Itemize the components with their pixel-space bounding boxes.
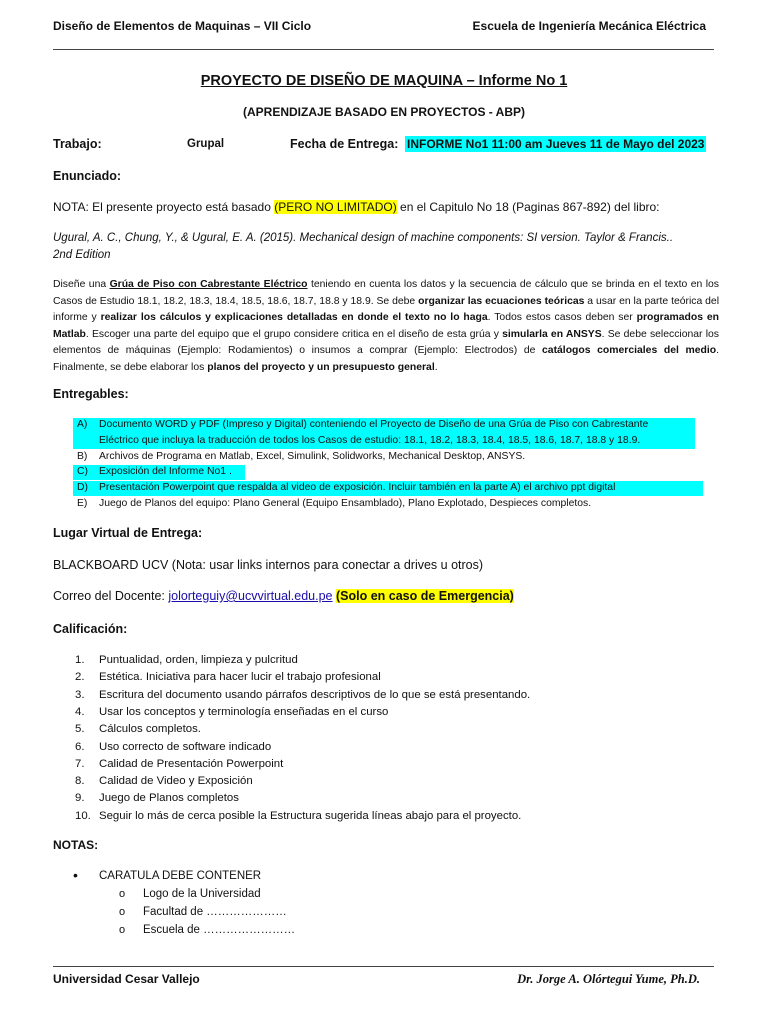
entregable-c	[77, 465, 232, 479]
calificacion-number: 9.	[75, 792, 85, 805]
calificacion-item	[75, 773, 253, 790]
calificacion-text: Uso correcto de software indicado	[99, 740, 272, 753]
calificacion-item	[75, 756, 283, 773]
caratula-title: CARATULA DEBE CONTENER	[99, 870, 262, 882]
caratula-item: Escuela de ……………………	[143, 924, 296, 936]
calificacion-number: 7.	[75, 757, 85, 770]
entregable-e	[77, 497, 591, 511]
calificacion-text: Estética. Iniciativa para hacer lucir el trabajo profesional	[99, 671, 381, 684]
trabajo-label: Trabajo:	[53, 137, 102, 151]
calificacion-text: Escritura del documento usando párrafos descriptivos de lo que se está presentando.	[99, 688, 531, 701]
entregable-d	[77, 481, 615, 495]
desc-emphasis: programados en Matlab	[53, 312, 719, 340]
calificacion-text: Seguir lo más de cerca posible la Estructura sugerida líneas abajo para el proyecto.	[99, 809, 522, 822]
calificacion-number: 2.	[75, 671, 85, 684]
trabajo-value: Grupal	[187, 138, 225, 150]
desc-text: teniendo en cuenta los datos y la secuencia de cálculo que se brinda en el texto en los Casos de Estudio 18.1, 18.2, 18.3, 18.4, 18.5, 18.6, 18.7, 18.8 y 18.9. Se debe	[53, 279, 719, 307]
calificacion-heading: Calificación:	[53, 622, 128, 636]
calificacion-item	[75, 808, 521, 825]
calificacion-text: Usar los conceptos y terminología enseñadas en el curso	[99, 705, 389, 718]
entregable-text: Archivos de Programa en Matlab, Excel, Simulink, Solidworks, Mechanical Desktop, ANSYS.	[99, 451, 526, 462]
nota-highlight: (PERO NO LIMITADO)	[274, 200, 397, 214]
calificacion-item	[75, 687, 530, 704]
desc-text: .	[434, 361, 438, 373]
notas-heading: NOTAS:	[53, 838, 99, 852]
caratula-item: Facultad de …………………	[143, 906, 287, 918]
bullet-icon: •	[73, 867, 78, 883]
correo-note: (Solo en caso de Emergencia)	[336, 589, 514, 603]
calificacion-item	[75, 652, 298, 669]
entregable-label: B)	[77, 451, 88, 462]
header-divider	[53, 49, 714, 50]
correo-line	[53, 589, 514, 603]
calificacion-item	[75, 721, 201, 738]
desc-text: . Todos estos casos deben ser	[487, 312, 637, 323]
desc-equipment: Grúa de Piso con Cabrestante Eléctrico	[109, 279, 308, 290]
page-subtitle: (APRENDIZAJE BASADO EN PROYECTOS - ABP)	[242, 105, 526, 119]
caratula-item: Logo de la Universidad	[143, 888, 261, 900]
blackboard-line: BLACKBOARD UCV (Nota: usar links internos para conectar a drives u otros)	[53, 558, 484, 572]
nota-prefix: NOTA: El presente proyecto está basado	[53, 200, 275, 214]
reference-line-2: 2nd Edition	[53, 249, 111, 261]
entregable-text: Documento WORD y PDF (Impreso y Digital) conteniendo el Proyecto de Diseño de una Grúa de Piso con Cabrestante	[99, 419, 649, 430]
enunciado-heading: Enunciado:	[53, 169, 122, 183]
entregable-label: C)	[77, 466, 88, 477]
calificacion-number: 5.	[75, 723, 85, 736]
calificacion-item	[75, 704, 388, 721]
calificacion-number: 8.	[75, 775, 85, 788]
entregable-label: D)	[77, 482, 88, 493]
circle-bullet-icon: o	[119, 924, 126, 936]
desc-emphasis: planos del proyecto y un presupuesto general	[207, 361, 435, 373]
page-title: PROYECTO DE DISEÑO DE MAQUINA – Informe No 1	[200, 73, 568, 89]
desc-text: . Escoger una parte del equipo que el grupo considere critica en el diseño de esta grúa y	[85, 328, 503, 340]
desc-emphasis: simularla en ANSYS	[502, 328, 602, 340]
calificacion-number: 4.	[75, 705, 85, 718]
project-description	[53, 277, 719, 376]
desc-text: Diseñe una	[53, 279, 110, 290]
correo-label: Correo del Docente:	[53, 589, 169, 603]
calificacion-item	[75, 669, 381, 686]
entregable-a-line2: Eléctrico que incluya la traducción de todos los Casos de estudio: 18.1, 18.2, 18.3, 18.4, 18.5, 18.6, 18.7, 18.8 y 18.9.	[99, 435, 641, 446]
footer-university: Universidad Cesar Vallejo	[53, 972, 200, 986]
calificacion-text: Calidad de Video y Exposición	[99, 775, 253, 788]
footer-author: Dr. Jorge A. Olórtegui Yume, Ph.D.	[517, 972, 700, 986]
desc-text: . Finalmente, se debe elaborar los	[53, 345, 719, 373]
footer-divider	[53, 966, 714, 967]
calificacion-item	[75, 739, 271, 756]
entregable-text: Presentación Powerpoint que respalda al video de exposición. Incluir también en la parte A) el archivo ppt digital	[99, 482, 616, 493]
entregable-text: Exposición del Informe No1 .	[99, 466, 232, 477]
nota-suffix: en el Capitulo No 18 (Paginas 867-892) del libro:	[396, 200, 660, 214]
circle-bullet-icon: o	[119, 906, 126, 918]
calificacion-number: 3.	[75, 688, 85, 701]
calificacion-item	[75, 790, 239, 807]
header-school: Escuela de Ingeniería Mecánica Eléctrica	[472, 19, 706, 33]
entregable-label: E)	[77, 498, 88, 509]
desc-text: a usar en la parte teórica del informe y	[53, 295, 720, 323]
entregable-a	[77, 418, 648, 432]
entregable-b	[77, 450, 525, 464]
calificacion-number: 10.	[75, 809, 91, 822]
email-link[interactable]: jolorteguiy@ucvvirtual.edu.pe	[168, 589, 333, 603]
calificacion-text: Puntualidad, orden, limpieza y pulcritud	[99, 654, 298, 666]
calificacion-number: 1.	[75, 654, 85, 666]
desc-emphasis: organizar las ecuaciones teóricas	[418, 295, 585, 307]
entregables-heading: Entregables:	[53, 387, 129, 401]
lugar-heading: Lugar Virtual de Entrega:	[53, 526, 203, 540]
calificacion-number: 6.	[75, 740, 85, 753]
header-course: Diseño de Elementos de Maquinas – VII Ciclo	[53, 19, 312, 33]
desc-text: . Se debe seleccionar los elementos de máquinas (Ejemplo: Rodamientos) o insumos a comprar (Ejemplo: Electrodos) de	[53, 328, 719, 356]
desc-emphasis: realizar los cálculos y explicaciones detalladas en donde el texto no lo haga	[100, 312, 488, 323]
desc-emphasis: catálogos comerciales del medio	[542, 345, 717, 356]
circle-bullet-icon: o	[119, 888, 126, 900]
entregable-label: A)	[77, 419, 88, 430]
fecha-value: INFORME No1 11:00 am Jueves 11 de Mayo del 2023	[407, 137, 705, 151]
reference-line-1: Ugural, A. C., Chung, Y., & Ugural, E. A. (2015). Mechanical design of machine components: SI version. Taylor & Francis..	[53, 232, 674, 244]
entregable-text: Juego de Planos del equipo: Plano General (Equipo Ensamblado), Plano Explotado, Despieces completos.	[99, 498, 592, 509]
fecha-label: Fecha de Entrega:	[290, 137, 399, 151]
nota-line	[53, 200, 660, 214]
calificacion-text: Calidad de Presentación Powerpoint	[99, 757, 284, 770]
calificacion-text: Juego de Planos completos	[99, 792, 239, 805]
calificacion-text: Cálculos completos.	[99, 723, 201, 736]
